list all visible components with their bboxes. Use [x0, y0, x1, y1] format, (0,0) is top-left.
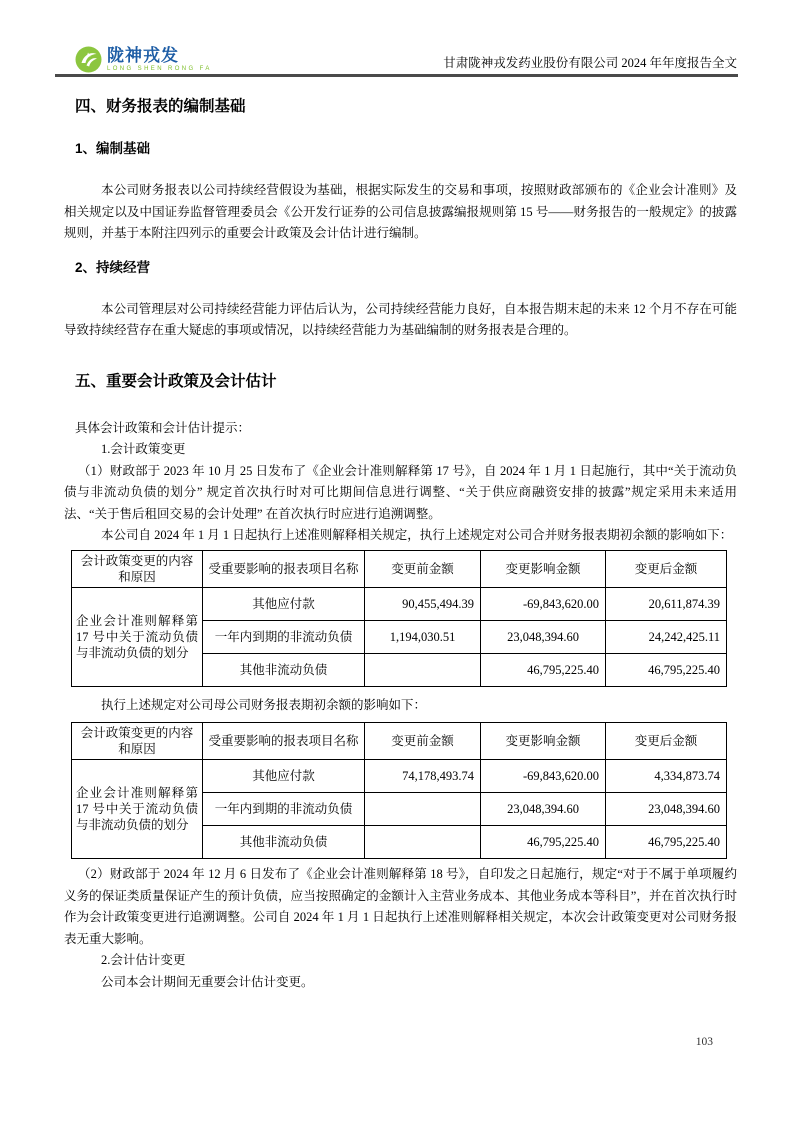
- impact-amount-cell: 23,048,394.60: [481, 620, 606, 653]
- section5-paragraph1: （1）财政部于 2023 年 10 月 25 日发布了《企业会计准则解释第 17 号》，自 2024 年 1 月 1 日起施行，其中“关于流动负债与非流动负债的划分” 规定首次执行时对可比期间信息进行调整、“关于供应商融资安排的披露”规定采用未来适用法、“关于售后租回交易的会计处理” 在首次执行时应进行追溯调整。: [64, 463, 737, 521]
- after-amount-cell: 20,611,874.39: [606, 587, 727, 620]
- col-header-reason: 会计政策变更的内容和原因: [72, 723, 203, 760]
- item-cell: 一年内到期的非流动负债: [203, 620, 365, 653]
- section4-sub1-title: 1、编制基础: [75, 141, 151, 156]
- before-amount-cell: [365, 793, 481, 826]
- item-cell: 其他非流动负债: [203, 653, 365, 686]
- table-header-row: [72, 723, 727, 760]
- page-header: [0, 0, 793, 78]
- table-row: [72, 587, 727, 620]
- consolidated-impact-table: [71, 550, 727, 687]
- col-header-impact: 变更影响金额: [481, 723, 606, 760]
- item-cell: 其他非流动负债: [203, 826, 365, 859]
- col-header-impact: 变更影响金额: [481, 550, 606, 587]
- before-amount-cell: [365, 653, 481, 686]
- company-logo: [75, 46, 212, 73]
- page-content: [64, 96, 737, 993]
- col-header-item: 受重要影响的报表项目名称: [203, 550, 365, 587]
- section5-paragraph4: （2）财政部于 2024 年 12 月 6 日发布了《企业会计准则解释第 18 号》，自印发之日起施行，规定“对于不属于单项履约义务的保证类质量保证产生的预计负债，应当按照确定的金额计入主营业务成本、其他业务成本等科目”，并在首次执行时作为会计政策变更进行追溯调整。公司自 2024 年 1 月 1 日起执行上述准则解释相关规定，本次会计政策变更对公司财务报表无重大影响。: [64, 867, 737, 946]
- col-header-before: 变更前金额: [365, 723, 481, 760]
- header-rule: [55, 74, 738, 77]
- before-amount-cell: 74,178,493.74: [365, 760, 481, 793]
- section4-sub2-paragraph: 本公司管理层对公司持续经营能力评估后认为，公司持续经营能力良好，自本报告期末起的未来 12 个月不存在可能导致持续经营存在重大疑虑的事项或情况，以持续经营能力为基础编制的财务报表是合理的。: [64, 301, 737, 337]
- document-title: 甘肃陇神戎发药业股份有限公司 2024 年年度报告全文: [443, 56, 737, 70]
- impact-amount-cell: 23,048,394.60: [481, 793, 606, 826]
- after-amount-cell: 46,795,225.40: [606, 826, 727, 859]
- col-header-item: 受重要影响的报表项目名称: [203, 723, 365, 760]
- item-cell: 一年内到期的非流动负债: [203, 793, 365, 826]
- impact-amount-cell: -69,843,620.00: [481, 760, 606, 793]
- col-header-after: 变更后金额: [606, 723, 727, 760]
- brand-name-en: LONG SHEN RONG FA: [107, 66, 212, 72]
- before-amount-cell: 90,455,494.39: [365, 587, 481, 620]
- before-amount-cell: 1,194,030.51: [365, 620, 481, 653]
- after-amount-cell: 4,334,873.74: [606, 760, 727, 793]
- section5-paragraph3: 执行上述规定对公司母公司财务报表期初余额的影响如下：: [101, 697, 427, 712]
- after-amount-cell: 46,795,225.40: [606, 653, 727, 686]
- after-amount-cell: 24,242,425.11: [606, 620, 727, 653]
- section5-intro: 具体会计政策和会计估计提示：: [75, 420, 251, 435]
- section5-paragraph5: 公司本会计期间无重要会计估计变更。: [101, 974, 314, 989]
- impact-amount-cell: 46,795,225.40: [481, 653, 606, 686]
- section5-item1: 1.会计政策变更: [101, 442, 186, 456]
- section5-paragraph2: 本公司自 2024 年 1 月 1 日起执行上述准则解释相关规定，执行上述规定对公司合并财务报表期初余额的影响如下：: [101, 528, 733, 542]
- col-header-before: 变更前金额: [365, 550, 481, 587]
- section4-sub2-title: 2、持续经营: [75, 259, 151, 275]
- reason-cell: 企业会计准则解释第 17 号中关于流动负债与非流动负债的划分: [72, 760, 203, 859]
- brand-name-cn: 陇神戎发: [107, 46, 179, 65]
- table-header-row: [72, 550, 727, 587]
- item-cell: 其他应付款: [203, 760, 365, 793]
- parent-impact-table: [71, 722, 727, 859]
- impact-amount-cell: -69,843,620.00: [481, 587, 606, 620]
- table-row: [72, 760, 727, 793]
- after-amount-cell: 23,048,394.60: [606, 793, 727, 826]
- section4-title: 四、财务报表的编制基础: [75, 98, 246, 115]
- section5-title: 五、重要会计政策及会计估计: [75, 372, 277, 390]
- impact-amount-cell: 46,795,225.40: [481, 826, 606, 859]
- col-header-after: 变更后金额: [606, 550, 727, 587]
- before-amount-cell: [365, 826, 481, 859]
- section5-item2: 2.会计估计变更: [101, 953, 186, 967]
- reason-cell: 企业会计准则解释第 17 号中关于流动负债与非流动负债的划分: [72, 587, 203, 686]
- section4-sub1-paragraph: 本公司财务报表以公司持续经营假设为基础，根据实际发生的交易和事项，按照财政部颁布的《企业会计准则》及相关规定以及中国证券监督管理委员会《公开发行证券的公司信息披露编报规则第 15 号——财务报告的一般规定》的披露规则，并基于本附注四列示的重要会计政策及会计估计进行编制。: [64, 183, 737, 240]
- col-header-reason: 会计政策变更的内容和原因: [72, 550, 203, 587]
- page-number: 103: [695, 1036, 713, 1048]
- logo-icon: [75, 46, 102, 73]
- item-cell: 其他应付款: [203, 587, 365, 620]
